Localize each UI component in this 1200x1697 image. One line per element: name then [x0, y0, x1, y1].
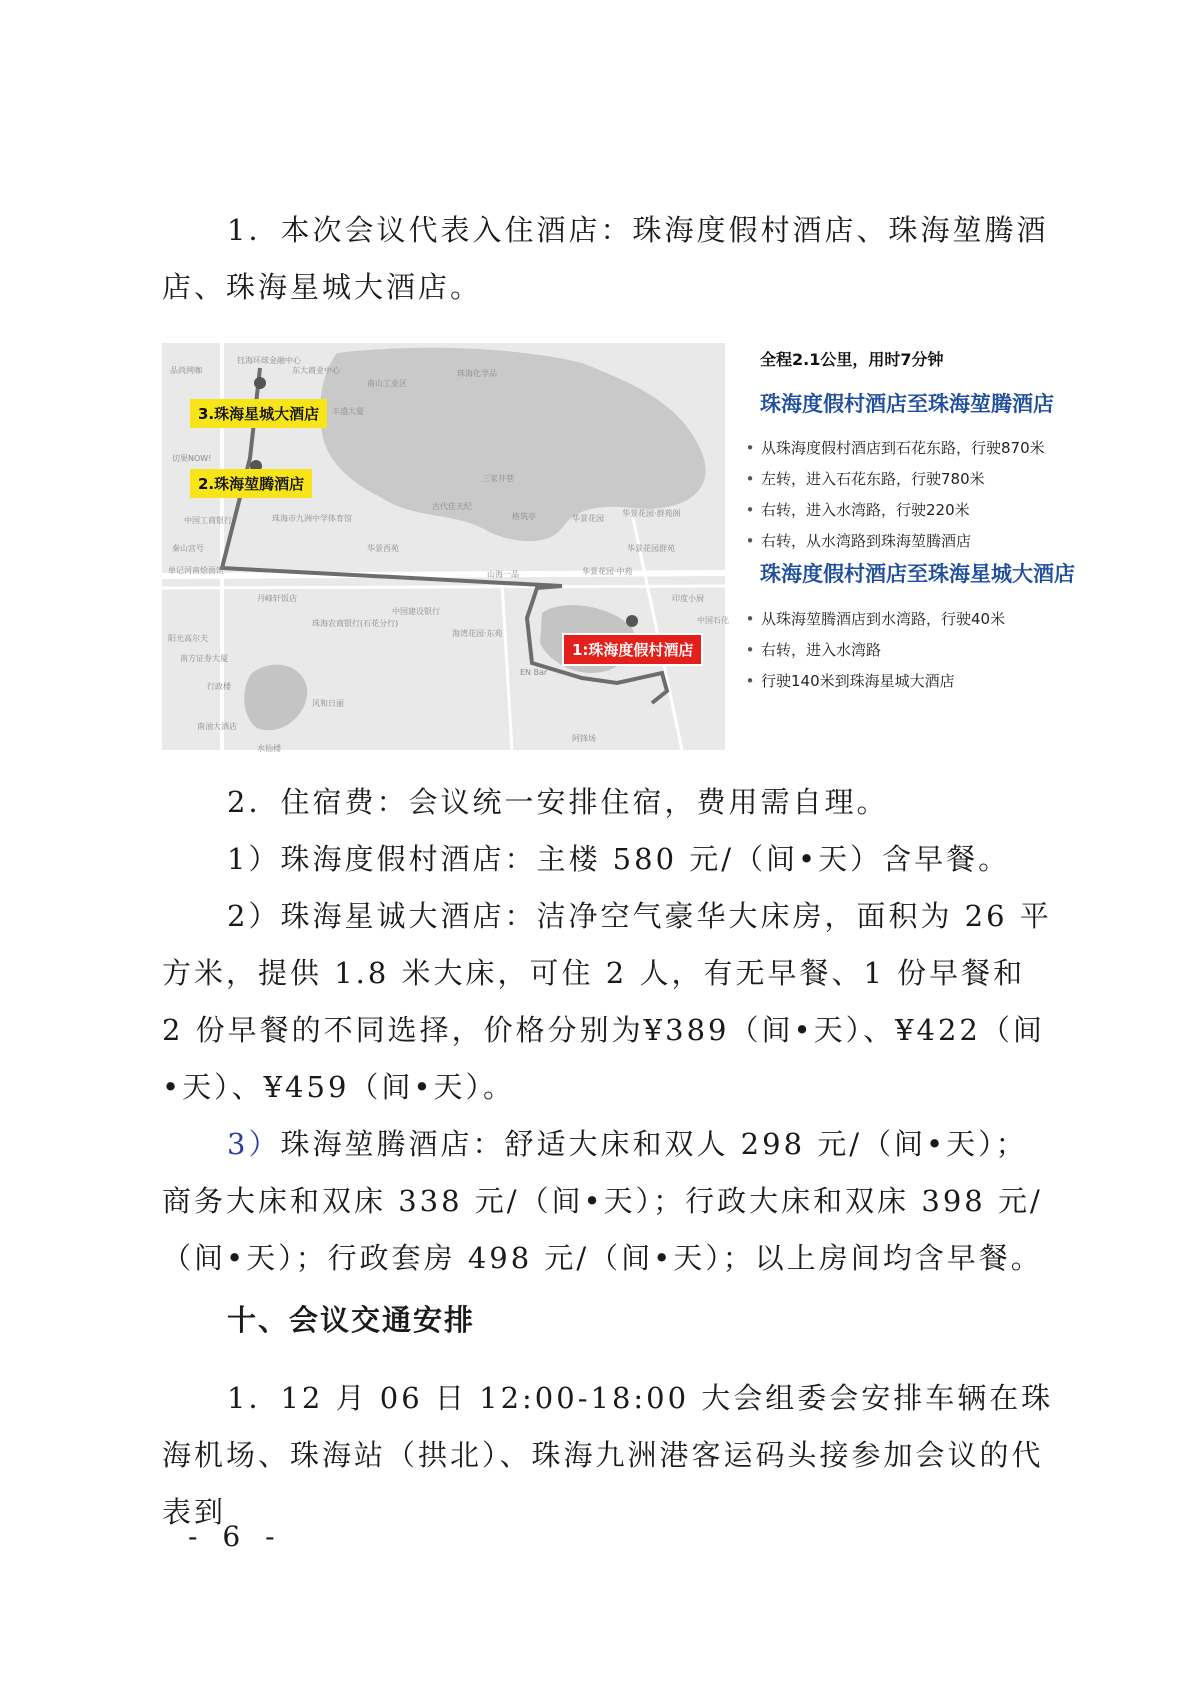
map-text: 中国工商银行 [184, 516, 232, 525]
page-number: - 6 - [188, 1520, 283, 1553]
route2-step: • 从珠海堃腾酒店到水湾路，行驶40米 [739, 608, 1005, 629]
map-text: 山海一品 [487, 570, 519, 579]
map-text: 南方证券大厦 [180, 654, 228, 663]
map-text: 华景花园·中苑 [582, 567, 633, 576]
map-text: 南山工业区 [367, 379, 407, 388]
map-text: 华景花园·群苑阁 [622, 509, 681, 518]
paragraph-transport: 1．12 月 06 日 12:00-18:00 大会组委会安排车辆在珠海机场、珠海站（拱北）、珠海九洲港客运码头接参加会议的代表到 [162, 1381, 1054, 1529]
label-hotel2: 2.珠海堃腾酒店 [190, 469, 312, 498]
map-text: 华景花园群苑 [627, 544, 675, 553]
bullet-icon: • [745, 610, 755, 628]
marker-hotel1 [626, 615, 638, 627]
map-text: 珠海化学品 [457, 369, 497, 378]
list-number: 3） [227, 1127, 281, 1161]
route1-step: • 右转，从水湾路到珠海堃腾酒店 [739, 530, 971, 551]
map-text: 东大商业中心 [292, 366, 340, 375]
map-text: 阿锋场 [572, 734, 596, 743]
map-image [162, 343, 729, 753]
map-text: 钰海环球金融中心 [237, 356, 301, 365]
map-text: 南油大酒店 [197, 722, 237, 731]
map-text: EN Bar [520, 668, 548, 677]
pond-shape [244, 665, 307, 731]
map-text: 丹峰轩饭店 [257, 594, 297, 603]
map-text: 华景花园 [572, 514, 604, 523]
paragraph-hotel3-price [162, 1116, 1058, 1287]
label-hotel3: 3.珠海星城大酒店 [190, 399, 327, 428]
route1-title: 珠海度假村酒店至珠海堃腾酒店 [760, 392, 1054, 416]
marker-hotel3 [254, 377, 266, 389]
map-text: 中国建设银行 [392, 607, 440, 616]
route2-step: • 行驶140米到珠海星城大酒店 [739, 670, 955, 691]
paragraph-fees: 2．住宿费：会议统一安排住宿，费用需自理。 [227, 785, 889, 819]
map-text: 单记河南烩面馆 [168, 566, 224, 575]
map-text: 印度小厨 [672, 594, 704, 603]
map-text: 古代佳天纪 [432, 502, 472, 511]
section-heading: 十、会议交通安排 [227, 1303, 476, 1337]
map-text: 三家井巷 [482, 474, 514, 483]
map-text: 珠海市九洲中学体育馆 [272, 514, 352, 523]
map-text: 秦山宫号 [172, 544, 204, 553]
paragraph-hotel3-text: 珠海堃腾酒店：舒适大床和双人 298 元/（间•天）；商务大床和双床 338 元/（间•天）；行政大床和双床 398 元/（间•天）；行政套房 498 元/（间•天）；以上房间均含早餐。 [162, 1127, 1043, 1275]
bullet-icon: • [745, 532, 755, 550]
route-map-figure [162, 343, 1075, 753]
map-text: 水仙楼 [257, 744, 281, 753]
bullet-icon: • [745, 439, 755, 457]
paragraph-hotels: 1．本次会议代表入住酒店：珠海度假村酒店、珠海堃腾酒店、珠海星城大酒店。 [162, 213, 1049, 304]
paragraph-hotel1-price: 1）珠海度假村酒店：主楼 580 元/（间•天）含早餐。 [227, 842, 1011, 876]
route2-step: • 右转，进入水湾路 [739, 639, 881, 660]
map-text: 品尚网咖 [170, 366, 202, 375]
paragraph-hotel2-price: 2）珠海星诚大酒店：洁净空气豪华大床房，面积为 26 平方米，提供 1.8 米大床，可住 2 人，有无早餐、1 份早餐和 2 份早餐的不同选择，价格分别为¥389（间•天）、¥422（间•天）、¥459（间•天）。 [162, 899, 1052, 1104]
route2-title: 珠海度假村酒店至珠海星城大酒店 [760, 562, 1075, 586]
map-text: 珠海农商银行(石花分行) [312, 619, 399, 628]
label-hotel1: 1:珠海度假村酒店 [562, 633, 703, 666]
map-text: 风和日丽 [312, 699, 344, 708]
bullet-icon: • [745, 672, 755, 690]
map-text: 格筑亭 [512, 512, 536, 521]
route-summary: 全程2.1公里，用时7分钟 [760, 350, 944, 369]
map-text: 华景西苑 [367, 544, 399, 553]
bullet-icon: • [745, 470, 755, 488]
route1-step: • 左转，进入石花东路，行驶780米 [739, 468, 985, 489]
map-text: 丰盛大厦 [332, 407, 364, 416]
route1-step: • 从珠海度假村酒店到石花东路，行驶870米 [739, 437, 1045, 458]
map-text: 海湾花园·东苑 [452, 629, 503, 638]
route1-step: • 右转，进入水湾路，行驶220米 [739, 499, 970, 520]
route-panel [735, 343, 1075, 750]
bullet-icon: • [745, 501, 755, 519]
map-text: 中国石化 [697, 616, 729, 625]
map-text: 切果NOW! [172, 454, 212, 463]
map-text: 阳光高尔夫 [168, 634, 208, 643]
map-text: 行政楼 [207, 682, 231, 691]
bullet-icon: • [745, 641, 755, 659]
